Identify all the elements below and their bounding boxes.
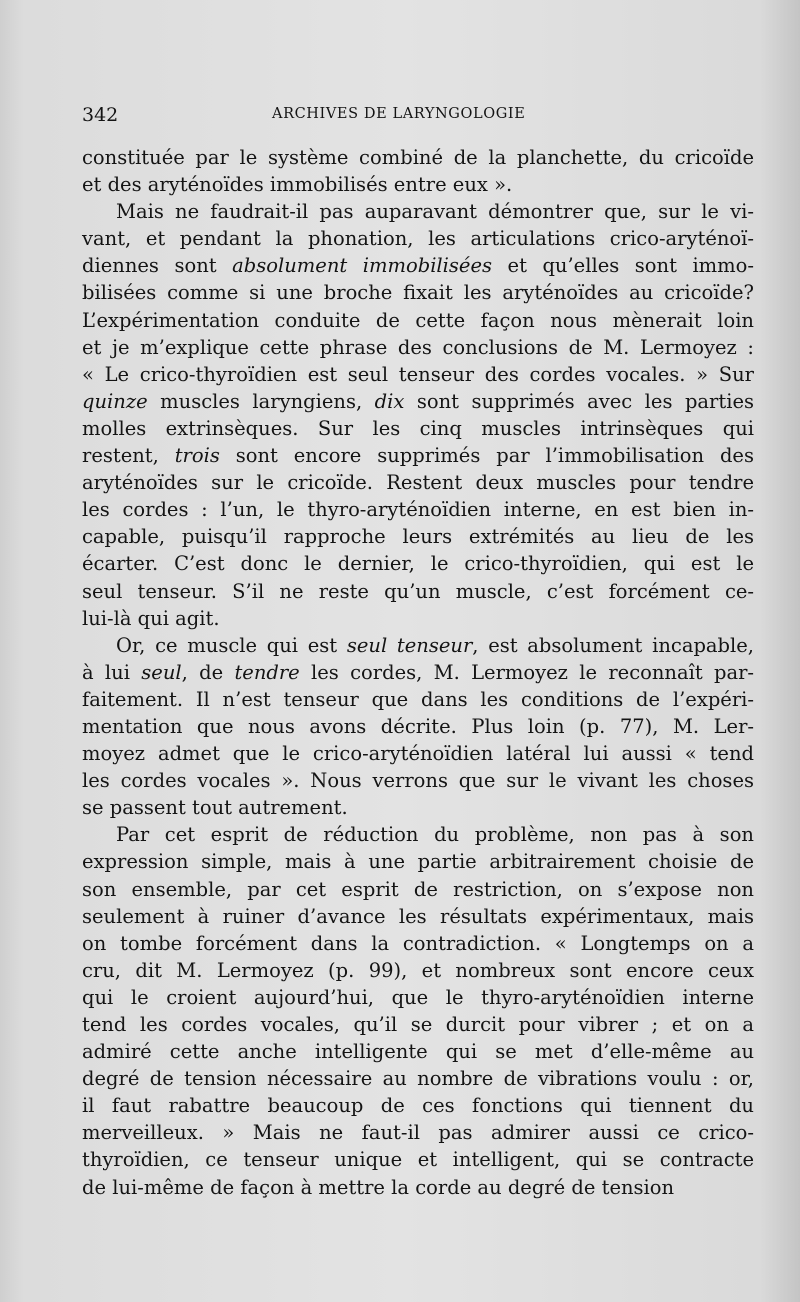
text-run: , est absolument incapable, xyxy=(472,633,755,657)
text-line: écarter. C’est donc le dernier, le crico-thyroïdien, qui est le xyxy=(82,552,754,576)
text-line xyxy=(82,388,754,415)
text-line: lui-là qui agit. xyxy=(82,606,220,630)
text-run: diennes sont xyxy=(82,254,233,278)
text-run: Or, ce muscle qui est xyxy=(116,633,347,657)
text-run: les cordes, M. Lermoyez le reconnaît par- xyxy=(299,660,754,684)
text-line: constituée par le système combiné de la planchette, du cricoïde xyxy=(82,146,754,169)
text-line: son ensemble, par cet esprit de restriction, on s’expose non xyxy=(82,877,754,901)
text-line: « Le crico-thyroïdien est seul tenseur des cordes vocales. » Sur xyxy=(82,362,754,386)
text-line: Par cet esprit de réduction du problème, non pas à son xyxy=(116,823,754,847)
text-line xyxy=(82,442,754,469)
text-run: restent, xyxy=(82,444,175,468)
text-line: L’expérimentation conduite de cette façon nous mènerait loin xyxy=(82,308,754,332)
paragraph xyxy=(82,821,754,1200)
text-line xyxy=(82,252,754,279)
italic-run: seul tenseur xyxy=(346,633,473,657)
text-line: de lui-même de façon à mettre la corde au degré de tension xyxy=(82,1175,675,1199)
text-line: qui le croient aujourd’hui, que le thyro-aryténoïdien interne xyxy=(82,985,754,1009)
italic-run: trois xyxy=(174,444,220,468)
paragraph xyxy=(82,632,754,822)
text-line: moyez admet que le crico-aryténoïdien latéral lui aussi « tend xyxy=(82,742,754,766)
text-line: molles extrinsèques. Sur les cinq muscles intrinsèques qui xyxy=(82,416,754,440)
text-run: et qu’elles sont immo- xyxy=(492,254,754,278)
text-line: on tombe forcément dans la contradiction. « Longtemps on a xyxy=(82,931,754,955)
text-line: cru, dit M. Lermoyez (p. 99), et nombreux sont encore ceux xyxy=(82,958,754,982)
italic-run: tendre xyxy=(234,660,300,684)
text-line: mentation que nous avons décrite. Plus loin (p. 77), M. Ler- xyxy=(82,714,754,738)
text-line xyxy=(82,659,754,686)
text-line: faitement. Il n’est tenseur que dans les conditions de l’expéri- xyxy=(82,687,754,711)
italic-run: absolument immobilisées xyxy=(232,254,492,278)
running-title: ARCHIVES DE LARYNGOLOGIE xyxy=(272,106,526,122)
text-line: bilisées comme si une broche fixait les aryténoïdes au cricoïde? xyxy=(82,281,754,305)
italic-run: dix xyxy=(374,389,405,413)
text-line: vant, et pendant la phonation, les articulations crico-aryténoï- xyxy=(82,227,754,251)
text-run: muscles laryngiens, xyxy=(147,389,375,413)
text-line: seul tenseur. S’il ne reste qu’un muscle, c’est forcément ce- xyxy=(82,579,754,603)
text-line: Mais ne faudrait-il pas auparavant démontrer que, sur le vi- xyxy=(116,200,754,224)
text-line: tend les cordes vocales, qu’il se durcit pour vibrer ; et on a xyxy=(82,1013,754,1036)
text-line xyxy=(82,632,754,659)
text-line: se passent tout autrement. xyxy=(82,796,348,820)
paragraph xyxy=(82,198,754,632)
page-header xyxy=(82,104,762,128)
text-run: à lui xyxy=(82,660,142,684)
text-run: , de xyxy=(181,660,235,684)
text-line: et je m’explique cette phrase des conclusions de M. Lermoyez : xyxy=(82,335,754,359)
text-line: les cordes vocales ». Nous verrons que sur le vivant les choses xyxy=(82,769,754,793)
text-line: thyroïdien, ce tenseur unique et intelligent, qui se contracte xyxy=(82,1148,754,1172)
body-text xyxy=(82,144,754,1201)
text-line: admiré cette anche intelligente qui se met d’elle-même au xyxy=(82,1040,754,1064)
text-line: les cordes : l’un, le thyro-aryténoïdien interne, en est bien in- xyxy=(82,498,754,522)
paragraph xyxy=(82,144,754,198)
text-run: sont encore supprimés par l’immobilisation des xyxy=(219,444,754,468)
text-run: sont supprimés avec les parties xyxy=(404,389,754,413)
text-line: aryténoïdes sur le cricoïde. Restent deux muscles pour tendre xyxy=(82,471,754,495)
text-line: et des aryténoïdes immobilisés entre eux ». xyxy=(82,173,513,197)
text-line: merveilleux. » Mais ne faut-il pas admirer aussi ce crico- xyxy=(82,1121,754,1145)
italic-run: seul xyxy=(141,660,182,684)
page-number: 342 xyxy=(82,104,119,126)
text-line: il faut rabattre beaucoup de ces fonctions qui tiennent du xyxy=(82,1094,754,1118)
text-line: degré de tension nécessaire au nombre de vibrations voulu : or, xyxy=(82,1067,754,1091)
italic-run: quinze xyxy=(82,389,148,413)
text-line: seulement à ruiner d’avance les résultats expérimentaux, mais xyxy=(82,904,754,928)
text-line: capable, puisqu’il rapproche leurs extrémités au lieu de les xyxy=(82,525,754,549)
text-line: expression simple, mais à une partie arbitrairement choisie de xyxy=(82,850,754,874)
